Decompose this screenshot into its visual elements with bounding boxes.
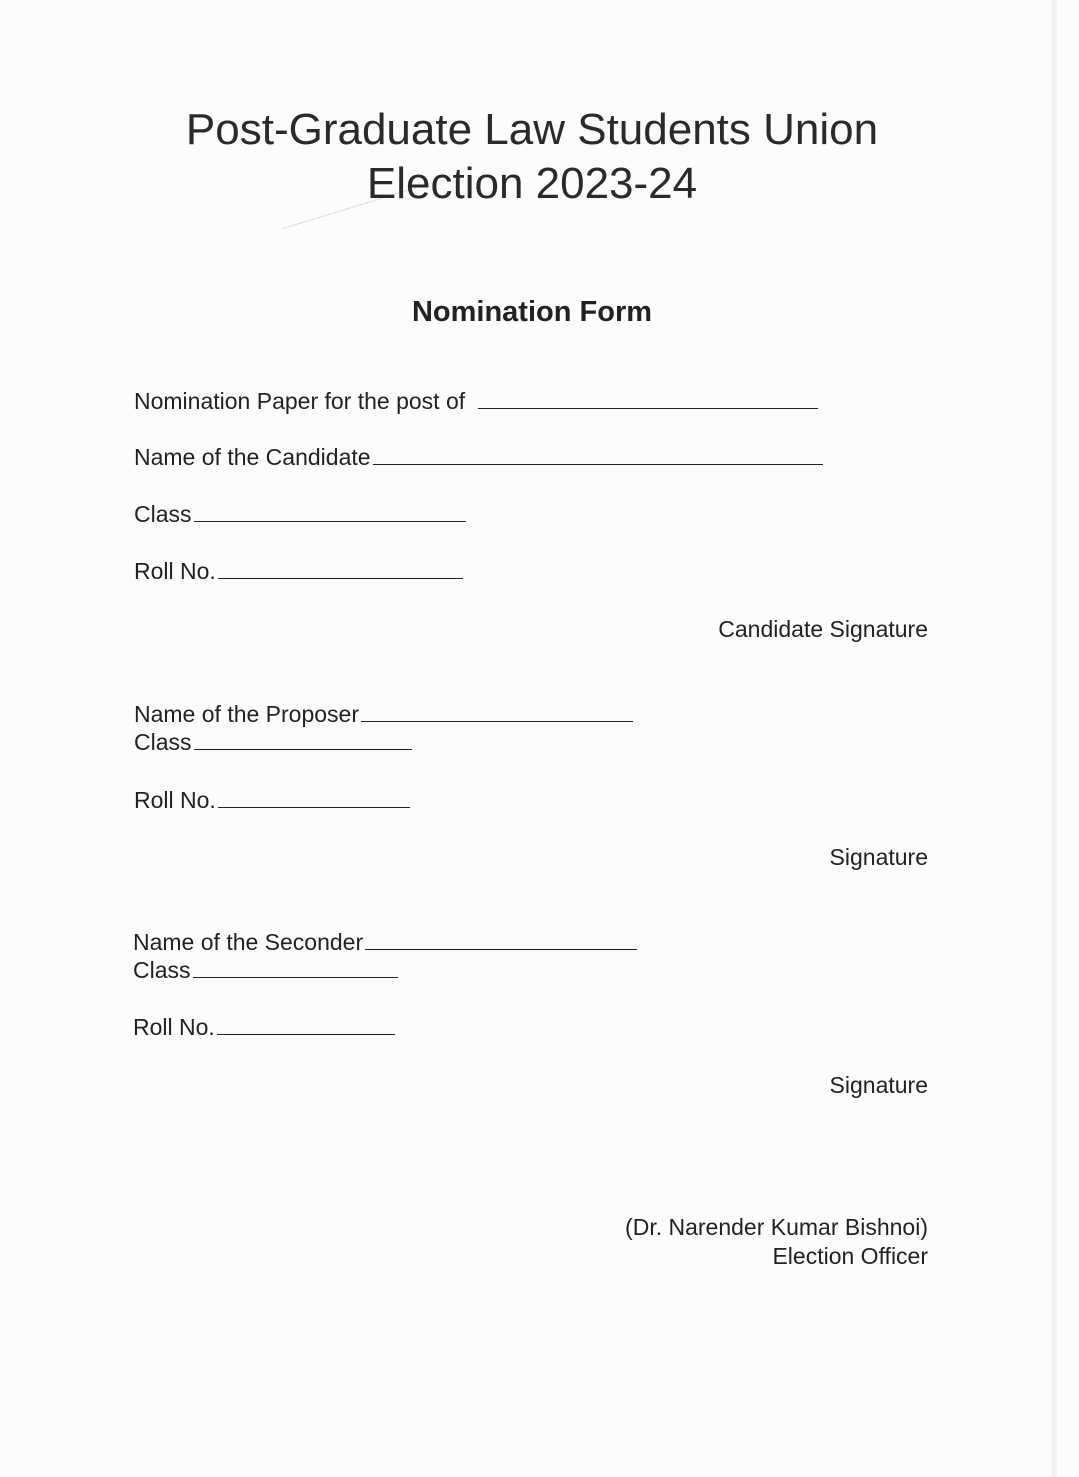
officer-designation: Election Officer [772,1243,928,1269]
proposer-class-field [134,727,412,756]
proposer-roll-label: Roll No. [134,787,216,813]
candidate-signature-label: Candidate Signature [718,616,928,642]
proposer-name-blank-line[interactable] [361,699,633,722]
candidate-name-blank-line[interactable] [373,442,823,465]
post-blank-line[interactable] [478,386,818,409]
candidate-class-field [134,499,466,528]
post-field [134,386,818,415]
seconder-class-blank-line[interactable] [193,955,398,978]
document-subtitle: Election 2023-24 [366,159,698,208]
seconder-name-label: Name of the Seconder [133,929,364,955]
proposer-name-field [134,699,633,728]
proposer-roll-blank-line[interactable] [218,785,410,808]
form-heading: Nomination Form [411,296,653,328]
candidate-roll-blank-line[interactable] [218,556,463,579]
officer-name: (Dr. Narender Kumar Bishnoi) [625,1214,928,1240]
candidate-name-field [134,442,823,471]
candidate-class-blank-line[interactable] [194,499,466,522]
candidate-name-label: Name of the Candidate [134,444,371,470]
proposer-name-label: Name of the Proposer [134,701,360,727]
proposer-signature-label: Signature [829,844,928,870]
seconder-roll-blank-line[interactable] [217,1012,395,1035]
proposer-roll-field [134,785,410,814]
candidate-roll-field [134,556,463,585]
candidate-class-label: Class [134,501,192,527]
seconder-roll-field [133,1012,395,1041]
seconder-class-field [133,955,398,984]
seconder-class-label: Class [133,957,191,983]
scan-edge-shadow [1051,0,1057,1477]
candidate-roll-label: Roll No. [134,558,216,584]
post-label: Nomination Paper for the post of [134,388,466,414]
document-title: Post-Graduate Law Students Union [185,105,879,154]
seconder-name-blank-line[interactable] [365,927,637,950]
proposer-class-label: Class [134,729,192,755]
proposer-class-blank-line[interactable] [194,727,412,750]
seconder-name-field [133,927,637,956]
seconder-roll-label: Roll No. [133,1014,215,1040]
seconder-signature-label: Signature [829,1072,928,1098]
